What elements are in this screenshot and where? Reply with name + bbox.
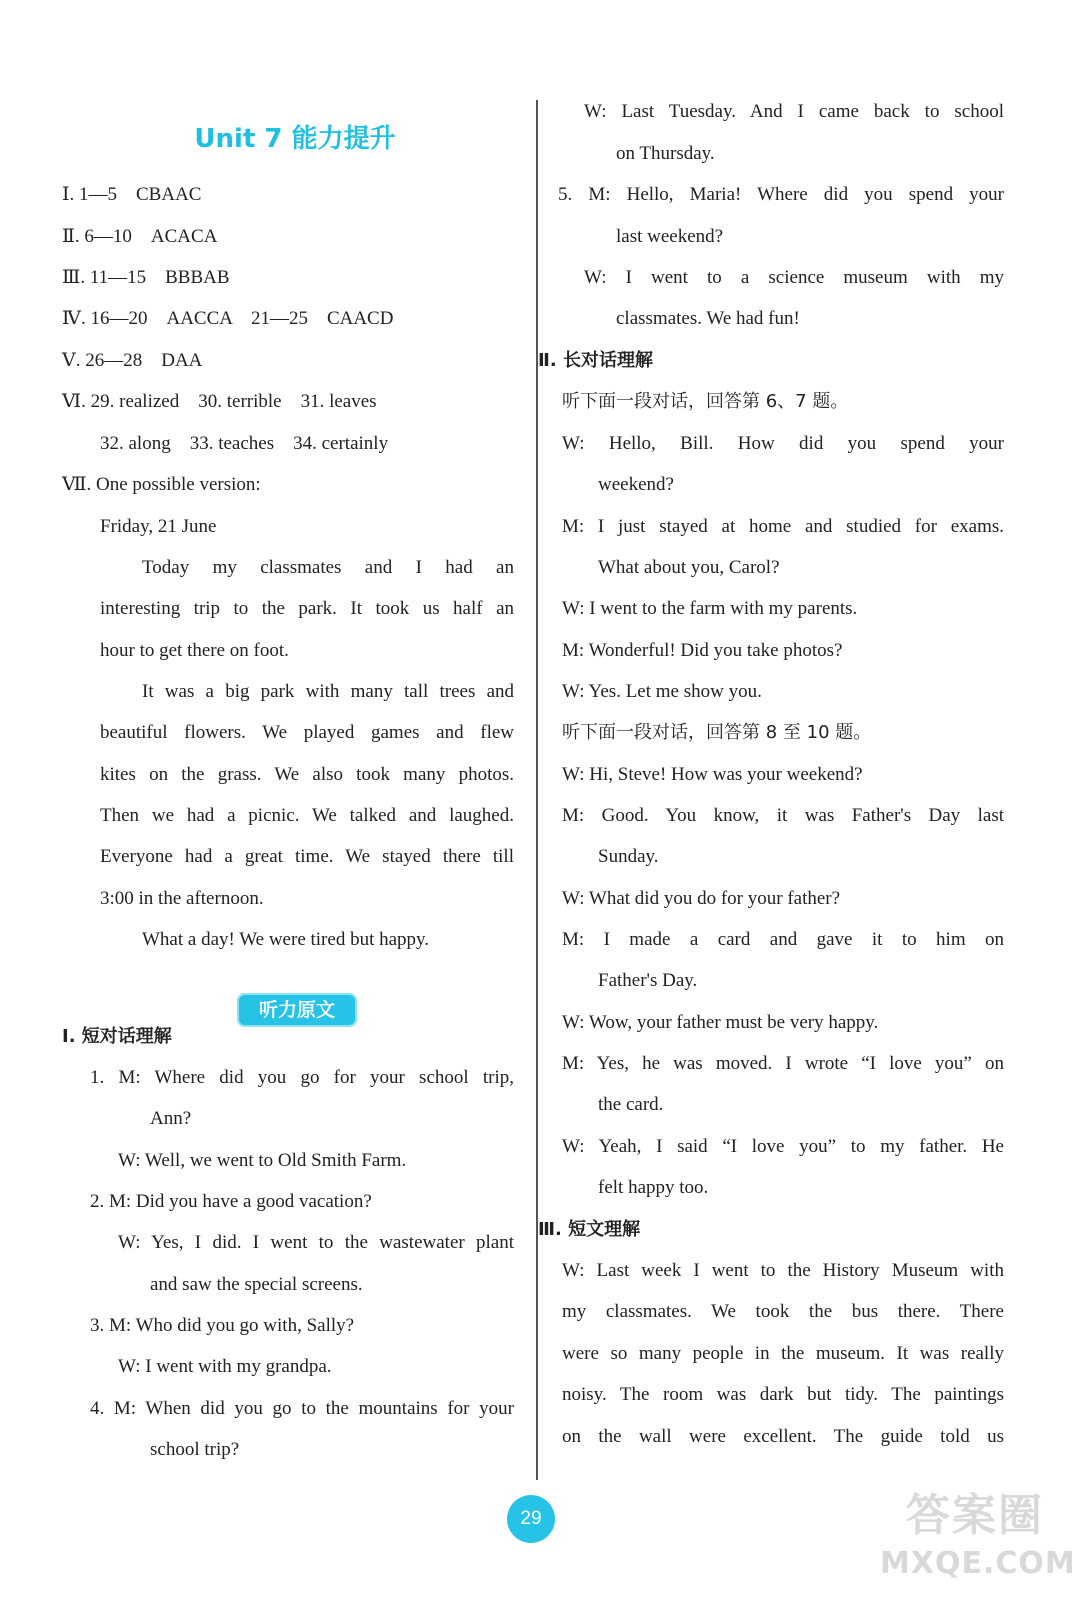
essay-date: Friday, 21 June bbox=[100, 516, 217, 537]
dialogue-line: the card. bbox=[598, 1094, 664, 1115]
dialogue-line: 2. M: Did you have a good vacation? bbox=[90, 1191, 372, 1212]
dialogue-line: W: Well, we went to Old Smith Farm. bbox=[118, 1150, 407, 1171]
essay-line: Then we had a picnic. We talked and laughed. bbox=[100, 805, 514, 826]
essay-line: hour to get there on foot. bbox=[100, 640, 289, 661]
dialogue-line: What about you, Carol? bbox=[598, 557, 780, 578]
essay-line: Everyone had a great time. We stayed there till bbox=[100, 846, 514, 867]
dialogue-intro: 听下面一段对话，回答第 6、7 题。 bbox=[562, 391, 849, 412]
essay-line: Today my classmates and I had an bbox=[142, 557, 514, 578]
dialogue-line: M: Yes, he was moved. I wrote “I love you” on bbox=[562, 1053, 1004, 1074]
essay-line: 3:00 in the afternoon. bbox=[100, 888, 264, 909]
dialogue-line: W: I went with my grandpa. bbox=[118, 1356, 332, 1377]
dialogue-intro: 听下面一段对话，回答第 8 至 10 题。 bbox=[562, 722, 872, 743]
essay-line: interesting trip to the park. It took us half an bbox=[100, 598, 514, 619]
essay-line: What a day! We were tired but happy. bbox=[142, 929, 430, 950]
dialogue-line: W: Yeah, I said “I love you” to my father. He bbox=[562, 1136, 1004, 1157]
dialogue-line: last weekend? bbox=[616, 226, 724, 247]
dialogue-line: 1. M: Where did you go for your school trip, bbox=[90, 1067, 514, 1088]
essay-line: kites on the grass. We also took many photos. bbox=[100, 764, 514, 785]
dialogue-line: 3. M: Who did you go with, Sally? bbox=[90, 1315, 355, 1336]
dialogue-line: Father's Day. bbox=[598, 970, 698, 991]
section-heading-long-dialogues: Ⅱ. 长对话理解 bbox=[538, 350, 653, 371]
watermark-logo-text: 答案圈 bbox=[906, 1490, 1044, 1541]
dialogue-line: W: I went to a science museum with my bbox=[584, 267, 1004, 288]
page-number: 29 bbox=[507, 1495, 555, 1543]
dialogue-line: Ann? bbox=[150, 1108, 192, 1129]
answer-line-3: Ⅲ. 11—15 BBBAB bbox=[62, 267, 230, 288]
answer-line-1: Ⅰ. 1—5 CBAAC bbox=[62, 184, 202, 205]
passage-line: noisy. The room was dark but tidy. The paintings bbox=[562, 1384, 1004, 1405]
essay-line: It was a big park with many tall trees and bbox=[142, 681, 514, 702]
passage-line: on the wall were excellent. The guide told us bbox=[562, 1426, 1004, 1447]
dialogue-line: 4. M: When did you go to the mountains for your bbox=[90, 1398, 514, 1419]
dialogue-line: W: Wow, your father must be very happy. bbox=[562, 1012, 879, 1033]
answer-line-2: Ⅱ. 6—10 ACACA bbox=[62, 226, 218, 247]
dialogue-line: M: Wonderful! Did you take photos? bbox=[562, 640, 843, 661]
listening-script-badge: 听力原文 bbox=[237, 993, 357, 1027]
dialogue-line: M: I just stayed at home and studied for exams. bbox=[562, 516, 1004, 537]
dialogue-line: classmates. We had fun! bbox=[616, 308, 800, 329]
dialogue-line: felt happy too. bbox=[598, 1177, 709, 1198]
answer-line-5: Ⅴ. 26—28 DAA bbox=[62, 350, 203, 371]
dialogue-line: weekend? bbox=[598, 474, 674, 495]
answer-line-6-cont: 32. along 33. teaches 34. certainly bbox=[100, 433, 389, 454]
dialogue-line: W: What did you do for your father? bbox=[562, 888, 841, 909]
dialogue-line: Sunday. bbox=[598, 846, 659, 867]
section-heading-passage: Ⅲ. 短文理解 bbox=[538, 1219, 641, 1240]
dialogue-line: W: Last Tuesday. And I came back to school bbox=[584, 101, 1004, 122]
dialogue-line: W: Yes, I did. I went to the wastewater plant bbox=[118, 1232, 514, 1253]
passage-line: W: Last week I went to the History Museum with bbox=[562, 1260, 1004, 1281]
essay-line: beautiful flowers. We played games and flew bbox=[100, 722, 514, 743]
dialogue-line: W: Yes. Let me show you. bbox=[562, 681, 762, 702]
dialogue-line: M: Good. You know, it was Father's Day last bbox=[562, 805, 1004, 826]
dialogue-line: M: I made a card and gave it to him on bbox=[562, 929, 1004, 950]
passage-line: were so many people in the museum. It was really bbox=[562, 1343, 1004, 1364]
dialogue-line: W: Hi, Steve! How was your weekend? bbox=[562, 764, 863, 785]
dialogue-line: on Thursday. bbox=[616, 143, 715, 164]
answer-line-6: Ⅵ. 29. realized 30. terrible 31. leaves bbox=[62, 391, 377, 412]
answer-line-7: Ⅶ. One possible version: bbox=[62, 474, 261, 495]
section-heading-short-dialogues: Ⅰ. 短对话理解 bbox=[62, 1026, 172, 1047]
dialogue-line: and saw the special screens. bbox=[150, 1274, 363, 1295]
column-divider bbox=[536, 100, 538, 1480]
dialogue-line: 5. M: Hello, Maria! Where did you spend your bbox=[558, 184, 1004, 205]
dialogue-line: W: I went to the farm with my parents. bbox=[562, 598, 858, 619]
dialogue-line: school trip? bbox=[150, 1439, 240, 1460]
watermark bbox=[880, 1488, 1076, 1598]
passage-line: my classmates. We took the bus there. There bbox=[562, 1301, 1004, 1322]
page-title: Unit 7 能力提升 bbox=[194, 124, 396, 154]
dialogue-line: W: Hello, Bill. How did you spend your bbox=[562, 433, 1004, 454]
watermark-url: MXQE.COM bbox=[880, 1546, 1076, 1581]
answer-line-4: Ⅳ. 16—20 AACCA 21—25 CAACD bbox=[62, 308, 394, 329]
